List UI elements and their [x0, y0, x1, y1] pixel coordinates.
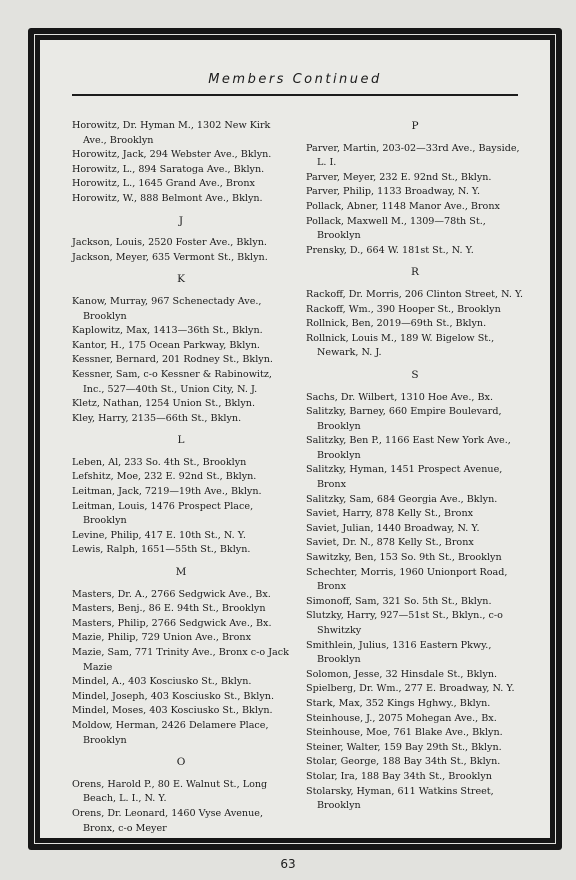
member-entry: Spielberg, Dr. Wm., 277 E. Broadway, N. Y. [306, 683, 515, 695]
member-entry: Simonoff, Sam, 321 So. 5th St., Bklyn. [306, 595, 492, 607]
member-entry: Rollnick, Louis M., 189 W. Bigelow St., Newark, N. J. [306, 332, 495, 359]
member-entry: Salitzky, Hyman, 1451 Prospect Avenue, Bronx [306, 464, 503, 491]
member-entry: Horowitz, L., 894 Saratoga Ave., Bklyn. [72, 163, 265, 175]
section-letter: K [177, 273, 185, 286]
member-entry: Steinhouse, Moe, 761 Blake Ave., Bklyn. [306, 727, 503, 739]
document-page [40, 40, 550, 838]
member-entry: Saviet, Julian, 1440 Broadway, N. Y. [306, 522, 480, 534]
member-entry: Rollnick, Ben, 2019—69th St., Bklyn. [306, 318, 487, 330]
member-entry: Horowitz, W., 888 Belmont Ave., Bklyn. [72, 192, 263, 204]
member-entry: Mindel, Joseph, 403 Kosciusko St., Bklyn. [72, 690, 275, 702]
member-entry: Moldow, Herman, 2426 Delamere Place, Brooklyn [72, 719, 269, 746]
members-column-right [306, 119, 524, 814]
member-entry: Mindel, A., 403 Kosciusko St., Bklyn. [72, 676, 252, 688]
member-entry: Steinhouse, J., 2075 Mohegan Ave., Bx. [306, 712, 497, 724]
member-entry: Rackoff, Dr. Morris, 206 Clinton Street, N. Y. [306, 288, 524, 300]
page-number: 63 [280, 857, 296, 871]
member-entry: Slutzky, Harry, 927—51st St., Bklyn., c-o Shwitzky [306, 610, 503, 636]
member-entry: Masters, Dr. A., 2766 Sedgwick Ave., Bx. [72, 588, 271, 600]
member-entry: Jackson, Meyer, 635 Vermont St., Bklyn. [72, 251, 268, 263]
member-entry: Salitzky, Sam, 684 Georgia Ave., Bklyn. [306, 493, 498, 505]
member-entry: Stark, Max, 352 Kings Hghwy., Bklyn. [306, 697, 491, 709]
header-rule [72, 94, 518, 96]
member-entry: Pollack, Abner, 1148 Manor Ave., Bronx [306, 200, 500, 212]
member-entry: Parver, Philip, 1133 Broadway, N. Y. [306, 186, 481, 198]
member-entry: Jackson, Louis, 2520 Foster Ave., Bklyn. [72, 237, 267, 249]
member-entry: Saviet, Dr. N., 878 Kelly St., Bronx [306, 537, 474, 549]
member-entry: Mazie, Sam, 771 Trinity Ave., Bronx c-o Jack Mazie [72, 647, 289, 673]
section-letter: O [176, 756, 186, 769]
section-letter: R [411, 266, 419, 279]
member-entry: Parver, Meyer, 232 E. 92nd St., Bklyn. [306, 171, 492, 183]
section-letter: L [177, 434, 185, 447]
member-entry: Stolar, Ira, 188 Bay 34th St., Brooklyn [306, 770, 492, 782]
page-title: Members Continued [208, 72, 382, 87]
member-entry: Horowitz, Dr. Hyman M., 1302 New Kirk Ave., Brooklyn [72, 120, 271, 146]
member-entry: Stolar, George, 188 Bay 34th St., Bklyn. [306, 756, 501, 768]
member-entry: Horowitz, Jack, 294 Webster Ave., Bklyn. [72, 149, 272, 161]
member-entry: Leben, Al, 233 So. 4th St., Brooklyn [72, 456, 247, 468]
member-entry: Kanow, Murray, 967 Schenectady Ave., Brooklyn [72, 295, 262, 322]
member-entry: Prensky, D., 664 W. 181st St., N. Y. [306, 244, 474, 256]
member-entry: Leitman, Jack, 7219—19th Ave., Bklyn. [72, 486, 262, 498]
member-entry: Lewis, Ralph, 1651—55th St., Bklyn. [72, 544, 251, 556]
member-entry: Mazie, Philip, 729 Union Ave., Bronx [72, 632, 252, 644]
section-letter: S [411, 368, 419, 381]
member-entry: Levine, Philip, 417 E. 10th St., N. Y. [72, 529, 246, 541]
section-letter: P [411, 120, 419, 132]
member-entry: Steiner, Walter, 159 Bay 29th St., Bklyn. [306, 741, 502, 753]
member-entry: Sachs, Dr. Wilbert, 1310 Hoe Ave., Bx. [306, 391, 494, 403]
member-entry: Salitzky, Barney, 660 Empire Boulevard, Brooklyn [306, 406, 502, 432]
member-entry: Horowitz, L., 1645 Grand Ave., Bronx [72, 178, 255, 190]
member-entry: Lefshitz, Moe, 232 E. 92nd St., Bklyn. [72, 471, 257, 483]
member-entry: Kley, Harry, 2135—66th St., Bklyn. [72, 412, 242, 424]
member-entry: Kessner, Bernard, 201 Rodney St., Bklyn. [72, 354, 273, 366]
member-entry: Sawitzky, Ben, 153 So. 9th St., Brooklyn [306, 552, 502, 564]
member-entry: Mindel, Moses, 403 Kosciusko St., Bklyn. [72, 705, 273, 717]
member-entry: Pollack, Maxwell M., 1309—78th St., Brooklyn [306, 215, 486, 242]
members-column-left [72, 119, 290, 836]
member-entry: Rackoff, Wm., 390 Hooper St., Brooklyn [306, 303, 501, 315]
member-entry: Parver, Martin, 203-02—33rd Ave., Bayside, L. I. [306, 142, 520, 169]
section-letter: M [175, 566, 187, 579]
section-letter: J [178, 214, 184, 227]
member-entry: Kessner, Sam, c-o Kessner & Rabinowitz, Inc., 527—40th St., Union City, N. J. [72, 368, 272, 395]
member-entry: Leitman, Louis, 1476 Prospect Place, Brooklyn [72, 500, 254, 527]
member-entry: Orens, Harold P., 80 E. Walnut St., Long Beach, L. I., N. Y. [72, 778, 268, 805]
member-entry: Solomon, Jesse, 32 Hinsdale St., Bklyn. [306, 668, 498, 680]
member-entry: Masters, Philip, 2766 Sedgwick Ave., Bx. [72, 617, 272, 629]
member-entry: Salitzky, Ben P., 1166 East New York Ave., Brooklyn [306, 435, 511, 461]
member-entry: Kletz, Nathan, 1254 Union St., Bklyn. [72, 398, 256, 410]
member-entry: Masters, Benj., 86 E. 94th St., Brooklyn [72, 603, 266, 615]
member-entry: Schechter, Morris, 1960 Unionport Road, Bronx [306, 566, 508, 593]
member-entry: Saviet, Harry, 878 Kelly St., Bronx [306, 508, 474, 520]
member-entry: Kantor, H., 175 Ocean Parkway, Bklyn. [72, 339, 260, 351]
member-entry: Kaplowitz, Max, 1413—36th St., Bklyn. [72, 325, 263, 337]
member-entry: Orens, Dr. Leonard, 1460 Vyse Avenue, Bronx, c-o Meyer [72, 807, 263, 834]
member-entry: Stolarsky, Hyman, 611 Watkins Street, Brooklyn [306, 785, 494, 812]
member-entry: Smithlein, Julius, 1316 Eastern Pkwy., Brooklyn [306, 639, 492, 666]
